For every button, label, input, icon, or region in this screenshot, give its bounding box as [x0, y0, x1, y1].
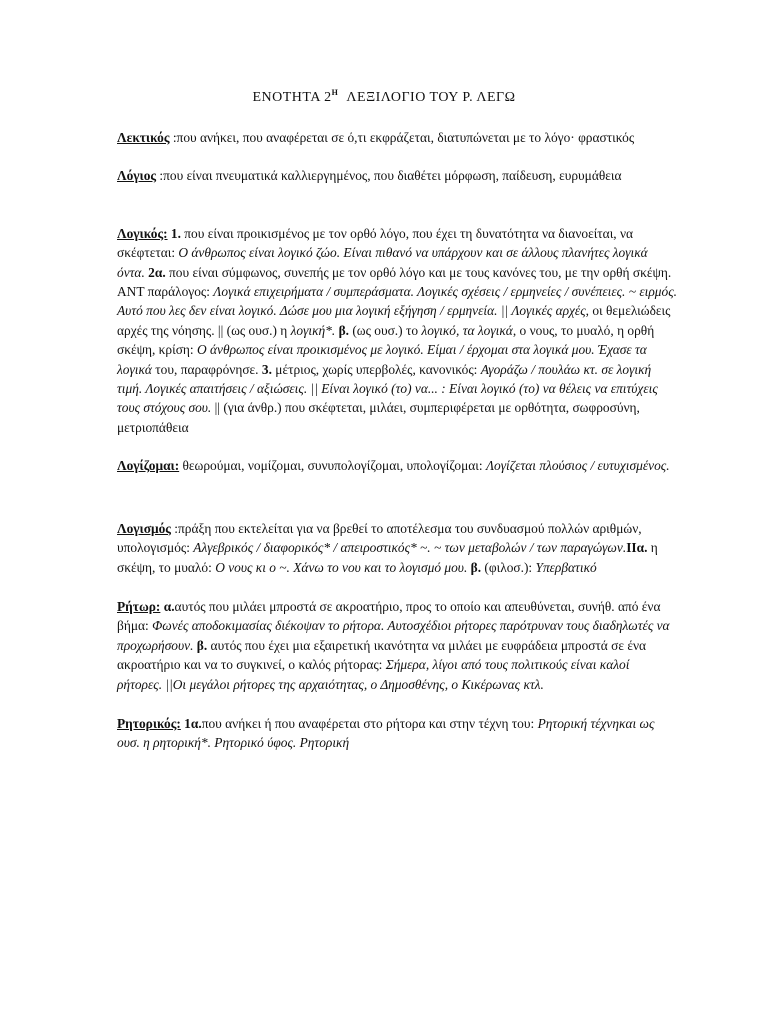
entry-logismos — [117, 519, 677, 577]
example-text: Υπερβατικό — [535, 559, 597, 575]
definition-text: (φιλοσ.): — [481, 559, 536, 575]
example-text: Λογικά επιχειρήματα / συμπεράσματα. Λογικές σχέσεις / ερμηνείες / συνέπειες. ~ ειρμός. Αυτό που λες δεν είναι λογικό. Δώσε μου μια λογική εξήγηση / ερμηνεία. || Λογικές αρχές — [117, 284, 677, 319]
definition-text: μέτριος, χωρίς υπερβολές, κανονικός: — [271, 361, 481, 377]
definition-text: αυτός που μιλάει μπροστά σε ακροατήριο, προς το οποίο και απευθύνεται, συνήθ. από ένα βήμα: — [117, 598, 661, 634]
entry-term: Λεκτικός — [117, 130, 170, 145]
entry-term: Ρήτωρ: — [117, 598, 161, 614]
sense-number: 1. — [167, 225, 181, 241]
definition-text: του, παραφρόνησε. — [151, 361, 262, 377]
definition-text: , οι θεμελιώδεις αρχές της νόησης. || (ως ουσ.) η — [117, 303, 671, 338]
example-text: Ο άνθρωπος είναι προικισμένος με λογικό. Είμαι / έρχομαι στα λογικά μου. Έχασε τα λογικά — [117, 342, 647, 377]
sense-number: 3. — [261, 361, 272, 377]
example-text: Αγοράζω / πουλάω κτ. σε λογική τιμή. Λογικές απαιτήσεις / αξιώσεις. || Είναι λογικό (το) να... : Είναι λογικό (το) να θέλεις να επιτύχεις τους στόχους σου. — [117, 361, 658, 416]
title-main: ΕΝΟΤΗΤΑ 2 — [252, 90, 332, 105]
sense-number: β. — [467, 559, 482, 575]
example-text: Ο άνθρωπος είναι λογικό ζώο. Είναι πιθανό να υπάρχουν και σε άλλους πλανήτες λογικά όντα. — [117, 245, 648, 280]
definition-text: αυτός που έχει μια εξαιρετική ικανότητα να μιλάει με ευφράδεια μπροστά σε ένα ακροατήριο και να το συγκινεί, ο καλός ρήτορας: — [117, 637, 647, 673]
entry-term: Λογισμός — [117, 520, 171, 536]
sense-number: α. — [160, 598, 175, 614]
definition-text: (ως ουσ.) το — [348, 322, 422, 338]
sense-number: β. — [335, 322, 349, 338]
definition-text: που είναι σύμφωνος, συνεπής με τον ορθό λόγο και με τους κανόνες του, με την ορθή σκέψη. ΑΝΤ παράλογος: — [117, 264, 672, 300]
entry-definition: :που είναι πνευματικά καλλιεργημένος, που διαθέτει μόρφωση, παίδευση, ευρυμάθεια — [156, 168, 622, 184]
entry-term: Λογικός: — [117, 225, 168, 241]
example-text: Ρητορική τέχνηκαι ως ουσ. η ρητορική*. Ρητορικό ύφος. Ρητορική — [117, 715, 655, 751]
definition-text: , ο νους, το μυαλό, η ορθή σκέψη, κρίση: — [117, 322, 655, 358]
title-rest: ΛΕΞΙΛΟΓΙΟ ΤΟΥ Ρ. ΛΕΓΩ — [346, 90, 516, 105]
entry-ritor — [117, 597, 677, 694]
entry-term: Λόγιος — [117, 168, 157, 184]
definition-text: που ανήκει ή που αναφέρεται στο ρήτορα και στην τέχνη του: — [201, 715, 538, 731]
title-superscript: Η — [331, 88, 339, 97]
sense-number: β. — [193, 637, 208, 653]
entry-lektikos — [117, 128, 677, 147]
sense-number: ΙΙα. — [626, 540, 648, 556]
example-text: Φωνές αποδοκιμασίας διέκοψαν το ρήτορα. Αυτοσχέδιοι ρήτορες παρότρυναν τους διαδηλωτές να προχωρήσουν. — [117, 618, 670, 653]
sense-number: 1α. — [180, 715, 202, 731]
entry-logikos — [117, 224, 677, 437]
example-text: λογικό, τα λογικά — [421, 322, 513, 338]
entry-term: Ρητορικός: — [117, 715, 181, 731]
definition-text: που είναι προικισμένος με τον ορθό λόγο, που έχει τη δυνατότητα να διανοείται, να σκέφτεται: — [117, 225, 634, 261]
entry-definition: θεωρούμαι, νομίζομαι, συνυπολογίζομαι, υπολογίζομαι: — [179, 458, 486, 474]
page-title — [0, 88, 768, 106]
lexicon-body — [117, 128, 677, 753]
definition-text: :πράξη που εκτελείται για να βρεθεί το αποτέλεσμα του συνδυασμού πολλών αριθμών, υπολογισμός: — [117, 520, 642, 556]
entry-ritorikos — [117, 714, 677, 753]
entry-term: Λογίζομαι: — [117, 458, 180, 474]
entry-logios — [117, 166, 677, 185]
entry-logizomai — [117, 456, 677, 475]
definition-text: η σκέψη, το μυαλό: — [117, 540, 658, 575]
example-text: Αλγεβρικός / διαφορικός* / απειροστικός* ~. ~ των μεταβολών / των παραγώγων. — [193, 540, 627, 556]
example-text: Ο νους κι ο ~. Χάνω το νου και το λογισμό μου. — [215, 559, 468, 575]
definition-text: || (για άνθρ.) που σκέφτεται, μιλάει, συμπεριφέρεται με ορθότητα, σωφροσύνη, μετριοπάθεια — [117, 400, 640, 435]
example-text: Λογίζεται πλούσιος / ευτυχισμένος. — [485, 458, 670, 474]
entry-definition: :που ανήκει, που αναφέρεται σε ό,τι εκφράζεται, διατυπώνεται με το λόγο· φραστικός — [169, 130, 635, 145]
example-text: λογική*. — [290, 322, 336, 338]
sense-number: 2α. — [144, 264, 166, 280]
example-text: Σήμερα, λίγοι από τους πολιτικούς είναι καλοί ρήτορες. ||Οι μεγάλοι ρήτορες της αρχαιότητας, ο Δημοσθένης, ο Κικέρωνας κτλ. — [117, 657, 630, 692]
